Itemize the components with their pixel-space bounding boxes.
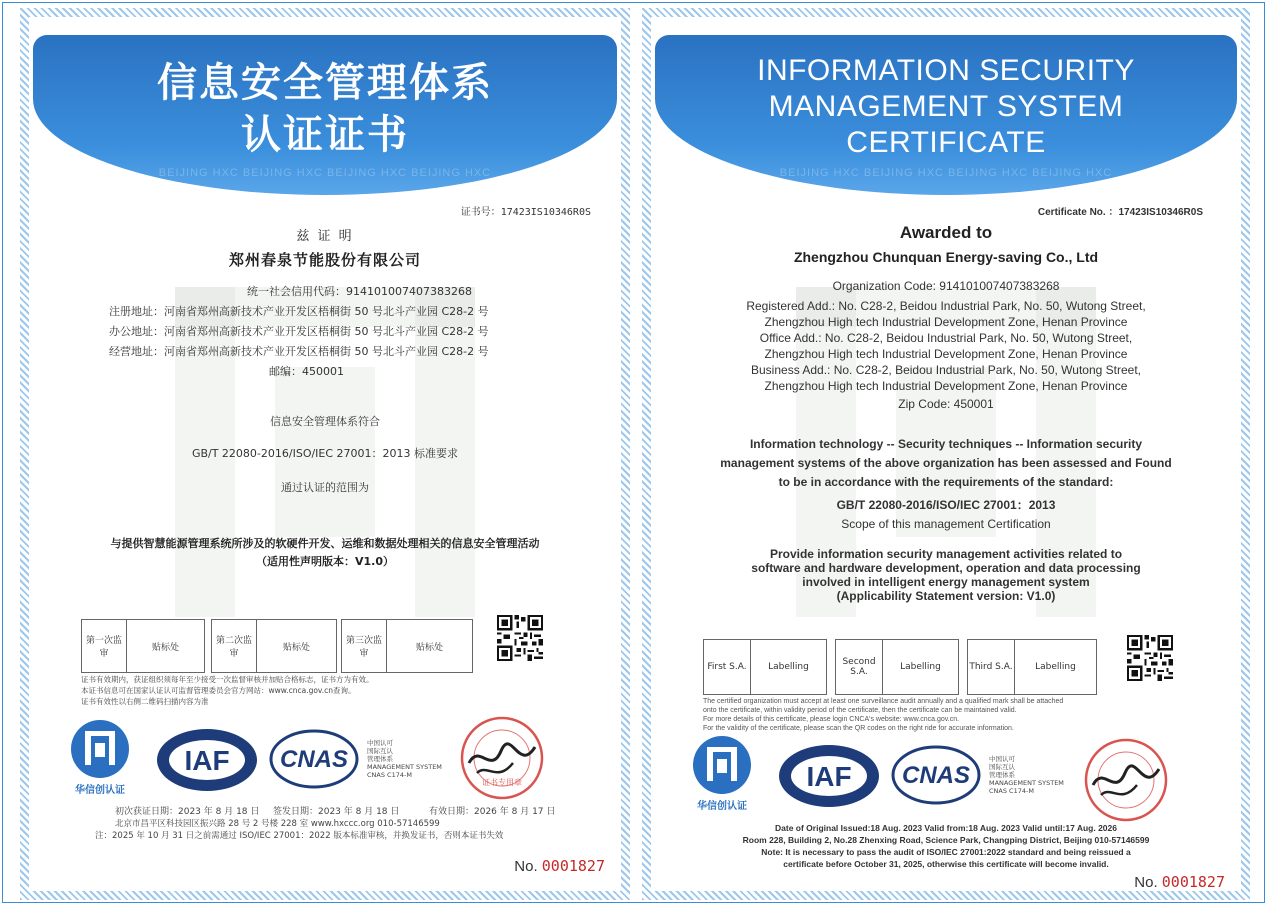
certificate-number: 证书号：17423IS10346R0S [460,207,591,218]
scope-line-2: software and hardware development, operation and data processing [751,561,1141,575]
cnas-logo [891,745,981,805]
scope-line-3: involved in intelligent energy management system [802,575,1090,589]
office-address-2: Zhengzhou High tech Industrial Development Zone, Henan Province [764,347,1128,361]
conforms-text: 信息安全管理体系符合 [270,415,380,428]
cnas-text: CNAS [279,746,349,773]
surveillance-box-2 [835,639,959,695]
surveillance-box-3 [967,639,1097,695]
company-name: 郑州春泉节能股份有限公司 [228,251,421,269]
banner-watermark-text: BEIJING HXC BEIJING HXC BEIJING HXC BEIJING HXC [158,167,492,179]
serial-number: No. 0001827 [1134,873,1225,891]
title-line-1: INFORMATION SECURITY [757,54,1135,87]
qr-code-icon [1127,635,1173,681]
business-address: 经营地址：河南省郑州高新技术产业开发区梧桐街 50 号北斗产业园 C28-2 号 [109,345,489,358]
standard-text: GB/T 22080-2016/ISO/IEC 27001：2013 [836,498,1056,512]
surveillance-box-2 [211,619,337,673]
iaf-text: IAF [806,761,852,792]
surveillance-label: 第一次监审 [82,620,127,672]
company-name: Zhengzhou Chunquan Energy-saving Co., Ltd [793,249,1099,265]
zip-code: 邮编：450001 [269,365,344,378]
note-line-2: 本证书信息可在国家认证认可监督管理委员会官方网站：www.cnca.gov.cn查询。 [81,686,356,695]
surveillance-box-1 [81,619,205,673]
brand-name: 华信创认证 [75,785,125,796]
title-line-1: 信息安全管理体系 [157,59,493,106]
hereby-text: 兹 证 明 [296,229,354,244]
business-address-2: Zhengzhou High tech Industrial Development Zone, Henan Province [764,379,1128,393]
office-address-1: Office Add.: No. C28-2, Beidou Industrial Park, No. 50, Wutong Street, [759,331,1133,345]
issuer-address: 北京市昌平区科技园区振兴路 28 号 2 号楼 228 室 www.hxccc.org 010-57146599 [115,819,440,829]
surveillance-label: Third S.A. [968,640,1015,694]
awarded-to: Awarded to [899,223,993,242]
surveillance-label-slot: 贴标处 [151,642,179,653]
title-line-2: 认证证书 [241,111,409,158]
registered-address-1: Registered Add.: No. C28-2, Beidou Industrial Park, No. 50, Wutong Street, [746,299,1146,313]
scope-label: 通过认证的范围为 [281,481,369,494]
standard-text: GB/T 22080-2016/ISO/IEC 27001：2013 标准要求 [191,447,459,460]
brand-name: 华信创认证 [697,801,747,812]
note-line-2: onto the certificate, within validity period of the certificate, then the certificate can be maintained valid. [703,707,1017,714]
surveillance-label-slot: Labelling [768,662,809,672]
issue-date: 签发日期：2023 年 8 月 18 日 [273,807,400,817]
business-address-1: Business Add.: No. C28-2, Beidou Industrial Park, No. 50, Wutong Street, [751,363,1141,377]
iaf-text: IAF [184,745,230,776]
note-line-4: For the validity of the certificate, please scan the QR codes on the right ride for accurate information. [703,725,1014,732]
surveillance-label-slot: Labelling [1035,662,1076,672]
qr-code-icon [497,615,543,661]
certificate-dates: Date of Original Issued:18 Aug. 2023 Valid from:18 Aug. 2023 Valid until:17 Aug. 2026 [775,823,1117,833]
surveillance-label-slot: 贴标处 [415,642,443,653]
first-issue-date: 初次获证日期：2023 年 8 月 18 日 [115,807,260,817]
seal-inner-text: 证书专用章 [482,778,522,787]
cnas-text: CNAS [901,762,971,789]
certificate-title [655,53,1237,161]
zip-code: Zip Code: 450001 [898,397,994,411]
assessment-line-1: Information technology -- Security techniques -- Information security [749,437,1143,451]
scope-line-4: (Applicability Statement version: V1.0) [836,589,1056,603]
scope-label: Scope of this management Certification [841,517,1051,531]
footnote-line-2: certificate before October 31, 2025, otherwise this certificate will become invalid. [783,859,1109,869]
cnas-accreditation-note: 中国认可 国际互认 管理体系 MANAGEMENT SYSTEM CNAS C174-M [989,755,1064,795]
hxc-logo [65,719,135,799]
office-address: 办公地址：河南省郑州高新技术产业开发区梧桐街 50 号北斗产业园 C28-2 号 [109,325,489,338]
surveillance-label: 第三次监审 [342,620,387,672]
surveillance-box-3 [341,619,473,673]
certification-seal [1081,735,1171,825]
iaf-logo [155,727,259,793]
surveillance-label: First S.A. [704,640,751,694]
organization-code: Organization Code: 914101007407383268 [832,279,1060,293]
assessment-line-3: to be in accordance with the requirements of the standard: [778,475,1114,489]
note-line-1: The certified organization must accept at least one surveillance audit annually and a qualified mark shall be attached [703,698,1064,705]
surveillance-box-1 [703,639,827,695]
cnas-accreditation-note: 中国认可 国际互认 管理体系 MANAGEMENT SYSTEM CNAS C174-M [367,739,442,779]
certificate-title [33,57,617,161]
scope-line-1: Provide information security management activities related to [769,547,1123,561]
surveillance-label-slot: Labelling [900,662,941,672]
scope-version: （适用性声明版本：V1.0） [256,555,394,568]
serial-number: No. 0001827 [514,857,605,875]
cnas-logo [269,729,359,789]
valid-until-date: 有效日期：2026 年 8 月 17 日 [429,807,556,817]
footnote: 注：2025 年 10 月 31 日之前需通过 ISO/IEC 27001：2022 版本标准审核，并换发证书，否则本证书失效 [95,831,504,841]
issuer-address: Room 228, Building 2, No.28 Zhenxing Road, Science Park, Changping District, Beijing 010-57146599 [742,835,1150,845]
registered-address-2: Zhengzhou High tech Industrial Development Zone, Henan Province [764,315,1128,329]
title-line-3: CERTIFICATE [846,126,1046,159]
note-line-3: 证书有效性以右侧二维码扫描内容为准 [81,697,209,706]
hxc-logo [687,735,757,815]
iaf-logo [777,743,881,809]
title-line-2: MANAGEMENT SYSTEM [768,90,1124,123]
note-line-1: 证书有效期内，获证组织须每年至少接受一次监督审核并加贴合格标志，证书方为有效。 [81,675,374,684]
registered-address: 注册地址：河南省郑州高新技术产业开发区梧桐街 50 号北斗产业园 C28-2 号 [109,305,489,318]
chinese-certificate [20,8,630,900]
title-banner [655,35,1237,195]
surveillance-label: Second S.A. [836,640,883,694]
surveillance-label-slot: 贴标处 [282,642,310,653]
banner-watermark-text: BEIJING HXC BEIJING HXC BEIJING HXC BEIJING HXC [779,167,1113,179]
title-banner [33,35,617,195]
scope-text: 与提供智慧能源管理系统所涉及的软硬件开发、运维和数据处理相关的信息安全管理活动 [110,537,540,550]
certification-seal [457,713,547,803]
certificate-number: Certificate No. ：17423IS10346R0S [1037,207,1203,218]
surveillance-label: 第二次监审 [212,620,257,672]
footnote-line-1: Note: It is necessary to pass the audit of ISO/IEC 27001:2022 standard and being reissued a [761,847,1131,857]
note-line-3: For more details of this certificate, please login CNCA's website: www.cnca.gov.cn. [703,716,960,723]
assessment-line-2: management systems of the above organization has been assessed and Found [720,456,1172,470]
credit-code: 统一社会信用代码：914101007407383268 [247,285,472,298]
english-certificate [642,8,1250,900]
